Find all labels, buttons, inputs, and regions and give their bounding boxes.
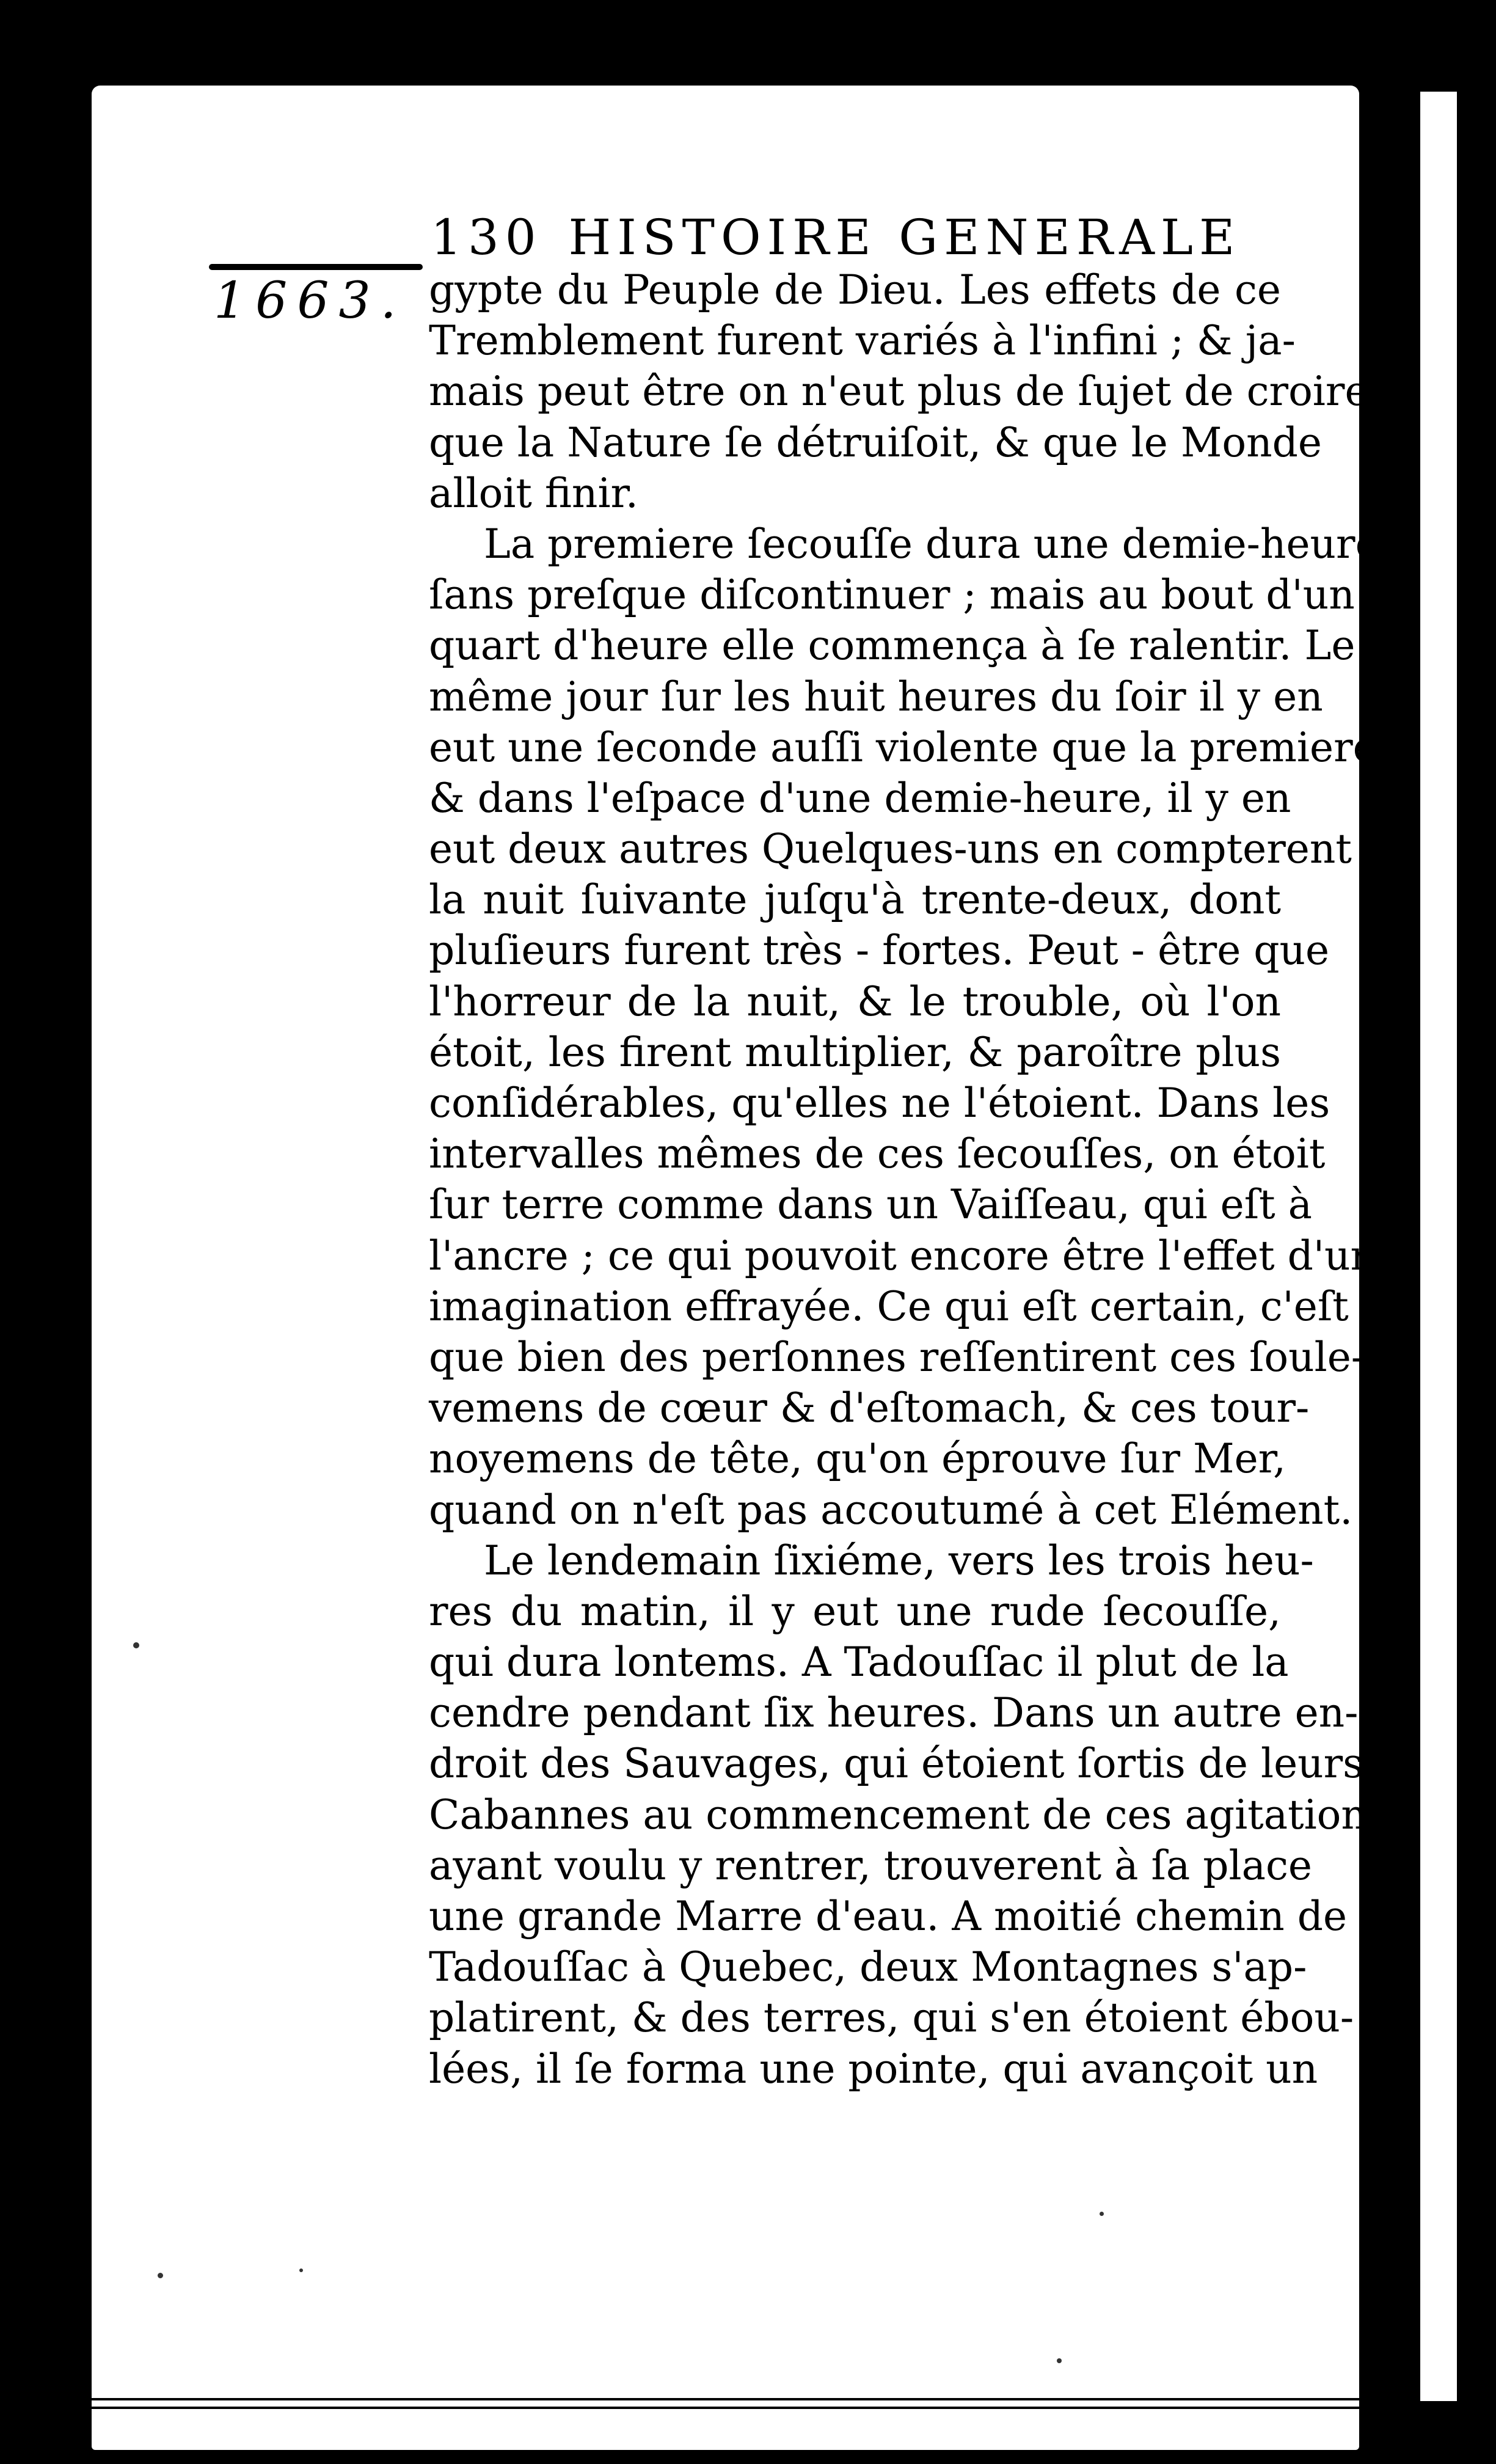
text-line: gypte du Peuple de Dieu. Les effets de ce [429,266,1281,313]
text-line: que bien des perſonnes reſſentirent ces ſoule- [429,1333,1365,1381]
text-line: Tadouſſac à Quebec, deux Montagnes s'ap- [429,1943,1307,1991]
scan-speck [158,2273,163,2278]
text-line: que la Nature ſe détruiſoit, & que le Monde [429,419,1322,466]
text-line: cendre pendant ſix heures. Dans un autre en- [429,1689,1359,1737]
text-line: alloit finir. [429,469,638,517]
text-line: ayant voulu y rentrer, trouverent à ſa place [429,1841,1312,1889]
text-line: & dans l'eſpace d'une demie-heure, il y en [429,774,1291,822]
text-line: mais peut être on n'eut plus de ſujet de croire [429,368,1369,415]
text-line: ſans preſque diſcontinuer ; mais au bout d'un [429,571,1355,619]
text-line: ſur terre comme dans un Vaiſſeau, qui eſt à [429,1181,1313,1229]
margin-rule [209,264,423,270]
text-line: qui dura lontems. A Tadouſſac il plut de la [429,1639,1289,1686]
text-line: Le lendemain ſixiéme, vers les trois heu- [484,1537,1314,1584]
scan-speck [1100,2212,1104,2216]
scan-speck [133,1642,139,1648]
text-line: l'horreur de la nuit, & le trouble, où l'on [429,978,1281,1025]
text-line: La premiere ſecouſſe dura une demie-heure, [484,520,1392,568]
scan-speck [299,2268,303,2272]
page-number: 130 [431,209,542,266]
text-line: Tremblement furent variés à l'infini ; & ja- [429,317,1296,365]
text-line: une grande Marre d'eau. A moitié chemin de [429,1893,1348,1940]
text-line: intervalles mêmes de ces ſecouſſes, on étoit [429,1130,1326,1178]
text-line: lées, il ſe forma une pointe, qui avançoit un [429,2045,1318,2093]
text-line: pluſieurs furent très - fortes. Peut - être que [429,927,1330,974]
facing-page-edge [1420,92,1457,2401]
running-head [431,209,1310,270]
page-bottom-edge [92,2398,1359,2409]
text-line: même jour ſur les huit heures du ſoir il y en [429,673,1323,720]
text-line: eut deux autres Quelques-uns en compterent [429,825,1352,873]
text-line: quart d'heure elle commença à ſe ralentir. Le [429,622,1356,670]
text-line: noyemens de tête, qu'on éprouve ſur Mer, [429,1435,1286,1483]
text-line: platirent, & des terres, qui s'en étoient ébou- [429,1994,1354,2042]
text-line: l'ancre ; ce qui pouvoit encore être l'effet d'une [429,1232,1401,1279]
text-line: quand on n'eſt pas accoutumé à cet Elément. [429,1486,1353,1534]
text-line: imagination effrayée. Ce qui eſt certain, c'eſt [429,1282,1349,1330]
margin-year: 1663. [214,272,406,330]
text-line: res du matin, il y eut une rude ſecouſſe, [429,1587,1281,1635]
text-line: Cabannes au commencement de ces agitations, [429,1791,1401,1838]
scan-speck [1057,2358,1062,2363]
text-line: étoit, les firent multiplier, & paroître plus [429,1028,1281,1076]
running-title: HISTOIRE GENERALE [568,209,1241,266]
text-line: la nuit ſuivante juſqu'à trente-deux, dont [429,876,1281,924]
text-line: vemens de cœur & d'eſtomach, & ces tour- [429,1384,1310,1432]
text-line: conſidérables, qu'elles ne l'étoient. Dans les [429,1080,1330,1127]
body-text [429,265,1401,2094]
text-line: droit des Sauvages, qui étoient ſortis de leurs [429,1740,1364,1788]
text-line: eut une ſeconde auſſi violente que la premiere; [429,723,1390,771]
